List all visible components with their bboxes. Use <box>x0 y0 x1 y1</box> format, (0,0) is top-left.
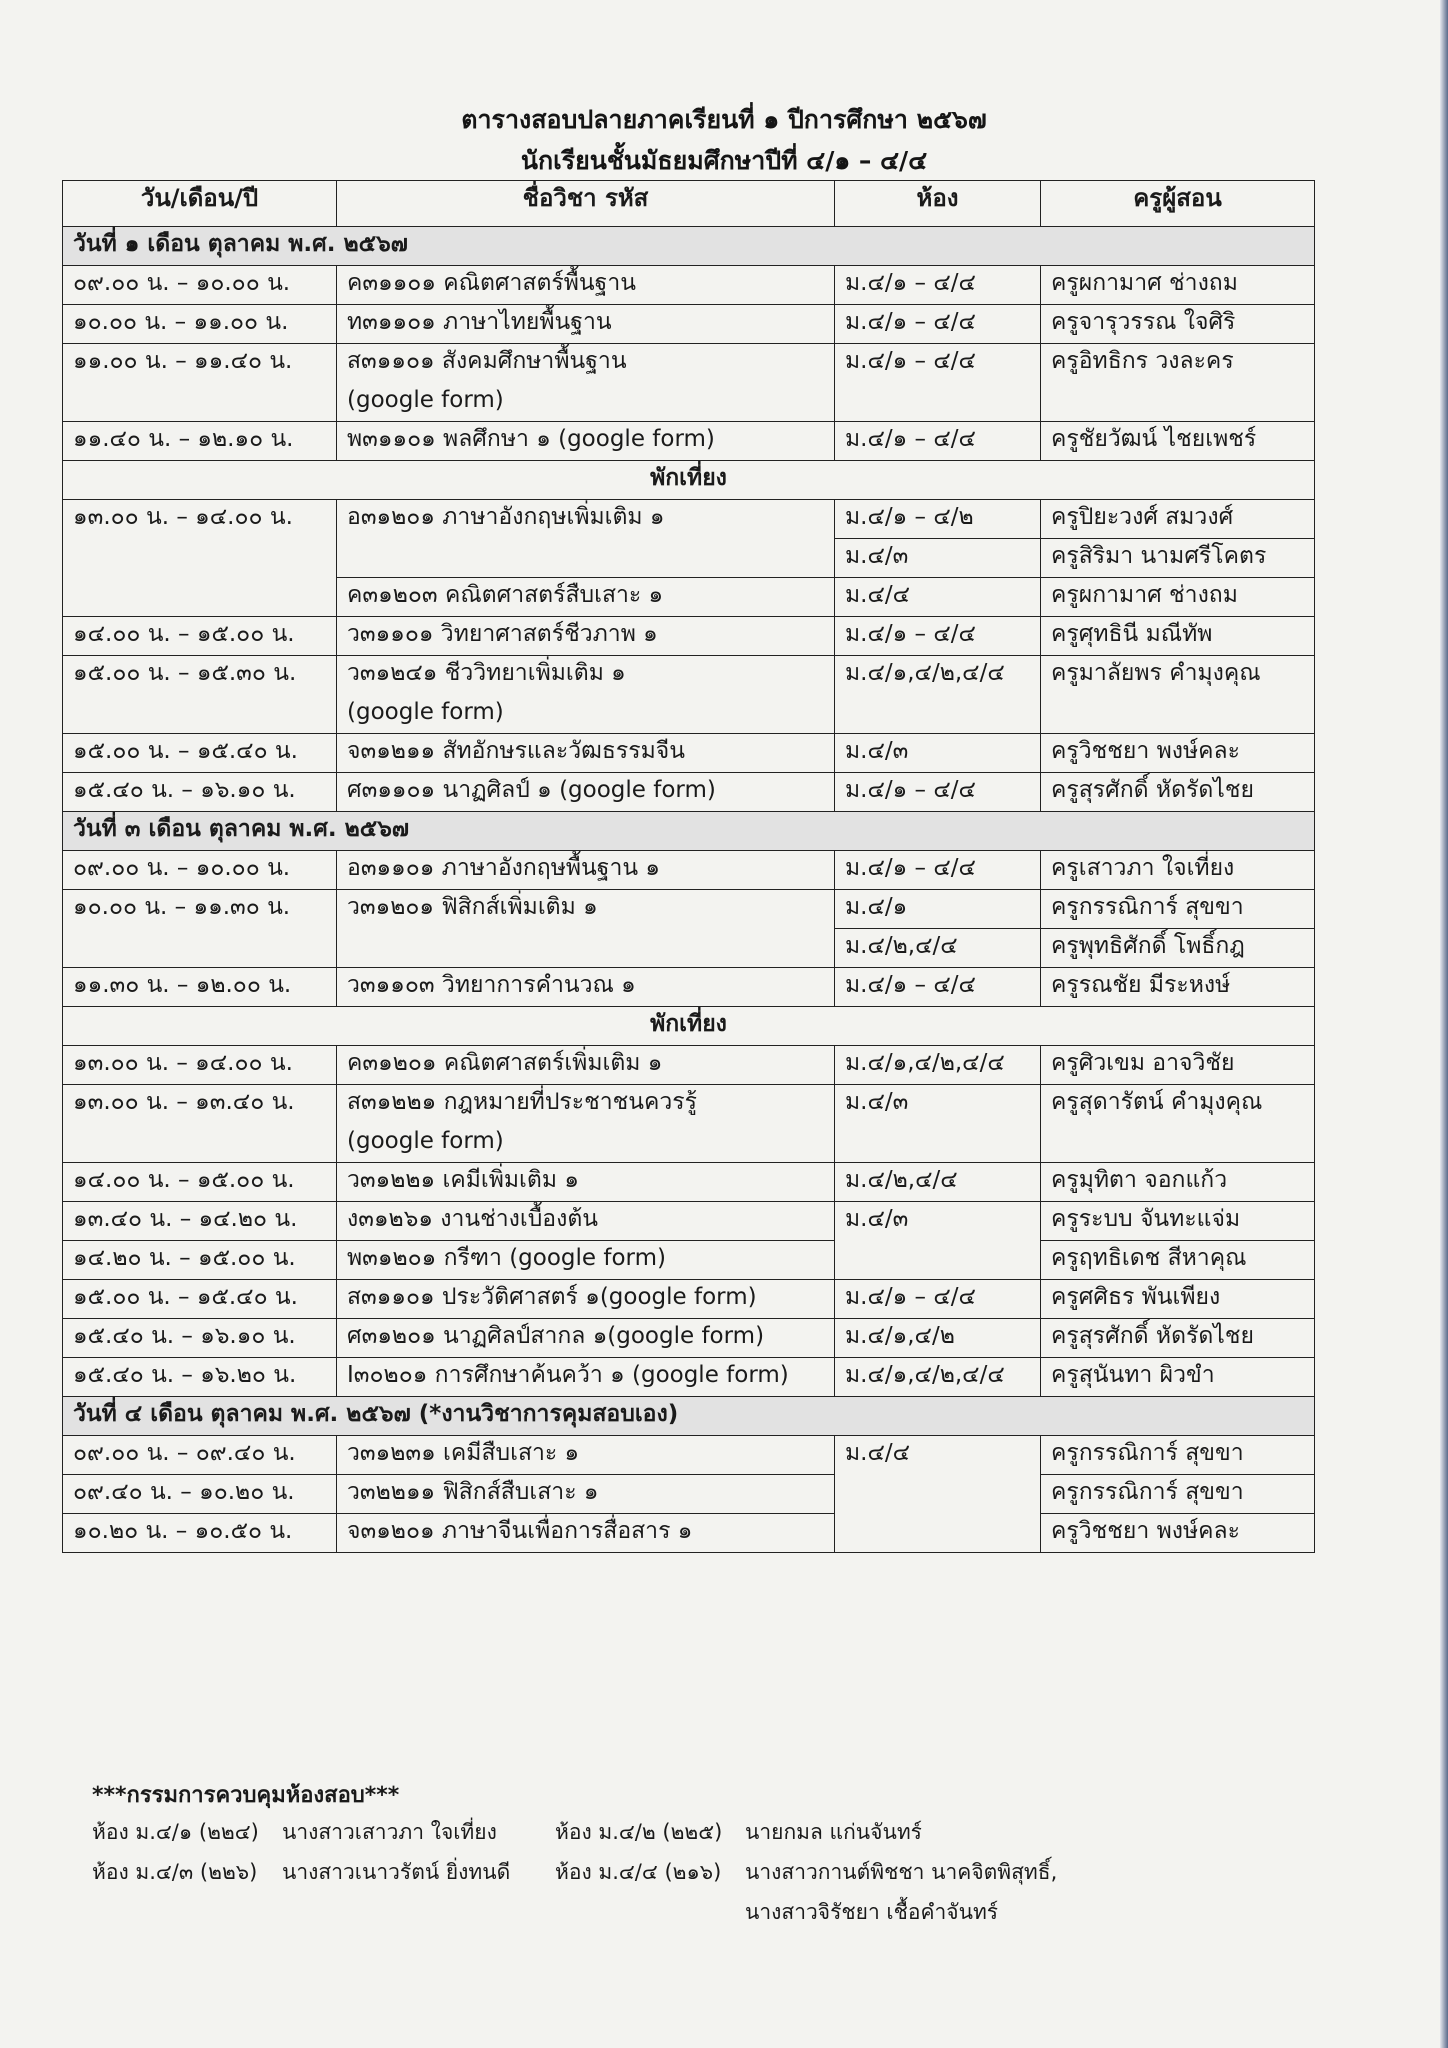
room-cell: ม.๔/๑ – ๔/๔ <box>835 422 1041 461</box>
room-cell: ม.๔/๑ – ๔/๔ <box>835 1280 1041 1319</box>
room-cell: ม.๔/๓ <box>835 539 1041 578</box>
time-cell: ๑๕.๐๐ น. – ๑๕.๔๐ น. <box>63 1280 337 1319</box>
header-teacher: ครูผู้สอน <box>1041 181 1315 227</box>
lunch-break-row: พักเที่ยง <box>63 461 1315 500</box>
teacher-cell: ครูสุดารัตน์ คำมุงคุณ <box>1041 1085 1315 1163</box>
subject-cell: ว๓๑๑๐๓ วิทยาการคำนวณ ๑ <box>337 968 835 1007</box>
proctor-entry <box>555 1858 1057 1886</box>
subject-cell: จ๓๑๒๐๑ ภาษาจีนเพื่อการสื่อสาร ๑ <box>337 1514 835 1553</box>
teacher-cell: ครูวิชชยา พงษ์คละ <box>1041 734 1315 773</box>
proctor-entry <box>92 1818 497 1846</box>
teacher-cell: ครูฤทธิเดช สีหาคุณ <box>1041 1241 1315 1280</box>
proctor-committee-heading: ***กรรมการควบคุมห้องสอบ*** <box>92 1783 400 1808</box>
subject-cell: ว๓๑๒๓๑ เคมีสืบเสาะ ๑ <box>337 1436 835 1475</box>
room-cell: ม.๔/๑ – ๔/๔ <box>835 266 1041 305</box>
table-row <box>63 1475 1315 1514</box>
time-cell: ๐๙.๐๐ น. – ๑๐.๐๐ น. <box>63 266 337 305</box>
subject-cell: I๓๐๒๐๑ การศึกษาค้นคว้า ๑ (google form) <box>337 1358 835 1397</box>
teacher-cell: ครูกรรณิการ์ สุขขา <box>1041 1436 1315 1475</box>
subject-cell: ค๓๑๑๐๑ คณิตศาสตร์พื้นฐาน <box>337 266 835 305</box>
room-cell: ม.๔/๒,๔/๔ <box>835 929 1041 968</box>
time-cell: ๐๙.๔๐ น. – ๑๐.๒๐ น. <box>63 1475 337 1514</box>
teacher-cell: ครูกรรณิการ์ สุขขา <box>1041 1475 1315 1514</box>
time-cell: ๑๓.๐๐ น. – ๑๔.๐๐ น. <box>63 1046 337 1085</box>
proctor-room: ห้อง ม.๔/๓ (๒๒๖) <box>92 1860 258 1884</box>
subject-cell: ค๓๑๒๐๓ คณิตศาสตร์สืบเสาะ ๑ <box>337 578 835 617</box>
lunch-break-row: พักเที่ยง <box>63 1007 1315 1046</box>
proctor-name: นายกมล แก่นจันทร์ <box>745 1820 922 1844</box>
subject-cell: ศ๓๑๑๐๑ นาฏศิลป์ ๑ (google form) <box>337 773 835 812</box>
teacher-cell: ครูกรรณิการ์ สุขขา <box>1041 890 1315 929</box>
table-row <box>63 1358 1315 1397</box>
teacher-cell: ครูอิทธิกร วงละคร <box>1041 344 1315 422</box>
time-cell: ๑๑.๓๐ น. – ๑๒.๐๐ น. <box>63 968 337 1007</box>
header-subject: ชื่อวิชา รหัส <box>337 181 835 227</box>
header-room: ห้อง <box>835 181 1041 227</box>
table-row <box>63 851 1315 890</box>
subject-cell: ว๓๑๒๒๑ เคมีเพิ่มเติม ๑ <box>337 1163 835 1202</box>
time-cell: ๑๐.๐๐ น. – ๑๑.๓๐ น. <box>63 890 337 968</box>
room-cell: ม.๔/๑ – ๔/๔ <box>835 344 1041 422</box>
subject-note: (google form) <box>337 1124 835 1163</box>
subject-cell: อ๓๑๑๐๑ ภาษาอังกฤษพื้นฐาน ๑ <box>337 851 835 890</box>
page-edge <box>1440 0 1448 2048</box>
room-cell: ม.๔/๑ – ๔/๒ <box>835 500 1041 539</box>
day-header: วันที่ ๔ เดือน ตุลาคม พ.ศ. ๒๕๖๗ (*งานวิชาการคุมสอบเอง) <box>63 1397 1315 1436</box>
time-cell: ๑๐.๐๐ น. – ๑๑.๐๐ น. <box>63 305 337 344</box>
teacher-cell: ครูพุทธิศักดิ์ โพธิ์กฎ <box>1041 929 1315 968</box>
table-row <box>63 266 1315 305</box>
room-cell: ม.๔/๑,๔/๒,๔/๔ <box>835 1358 1041 1397</box>
teacher-cell: ครูมาลัยพร คำมุงคุณ <box>1041 656 1315 734</box>
subject-cell: ศ๓๑๒๐๑ นาฏศิลป์สากล ๑(google form) <box>337 1319 835 1358</box>
room-cell: ม.๔/๑,๔/๒ <box>835 1319 1041 1358</box>
room-cell: ม.๔/๑ – ๔/๔ <box>835 851 1041 890</box>
subject-cell: ง๓๑๒๖๑ งานช่างเบื้องต้น <box>337 1202 835 1241</box>
room-cell: ม.๔/๑ – ๔/๔ <box>835 617 1041 656</box>
subject-cell: ว๓๒๒๑๑ ฟิสิกส์สืบเสาะ ๑ <box>337 1475 835 1514</box>
time-cell: ๐๙.๐๐ น. – ๑๐.๐๐ น. <box>63 851 337 890</box>
table-row <box>63 500 1315 539</box>
table-row <box>63 1085 1315 1124</box>
time-cell: ๑๓.๔๐ น. – ๑๔.๒๐ น. <box>63 1202 337 1241</box>
subject-note: (google form) <box>337 695 835 734</box>
table-row <box>63 1280 1315 1319</box>
table-row <box>63 617 1315 656</box>
table-row <box>63 773 1315 812</box>
time-cell: ๑๔.๒๐ น. – ๑๕.๐๐ น. <box>63 1241 337 1280</box>
teacher-cell: ครูสุรศักดิ์ หัดรัดไชย <box>1041 773 1315 812</box>
room-cell: ม.๔/๑ – ๔/๔ <box>835 968 1041 1007</box>
table-row <box>63 1319 1315 1358</box>
room-cell: ม.๔/๑ – ๔/๔ <box>835 773 1041 812</box>
teacher-cell: ครูมุทิตา จอกแก้ว <box>1041 1163 1315 1202</box>
time-cell: ๑๔.๐๐ น. – ๑๕.๐๐ น. <box>63 617 337 656</box>
room-cell: ม.๔/๓ <box>835 734 1041 773</box>
room-cell: ม.๔/๑ <box>835 890 1041 929</box>
time-cell: ๑๑.๔๐ น. – ๑๒.๑๐ น. <box>63 422 337 461</box>
subject-cell: ว๓๑๑๐๑ วิทยาศาสตร์ชีวภาพ ๑ <box>337 617 835 656</box>
teacher-cell: ครูศิวเขม อาจวิชัย <box>1041 1046 1315 1085</box>
teacher-cell: ครูวิชชยา พงษ์คละ <box>1041 1514 1315 1553</box>
subject-cell: จ๓๑๒๑๑ สัทอักษรและวัฒธรรมจีน <box>337 734 835 773</box>
room-cell: ม.๔/๓ <box>835 1085 1041 1163</box>
table-row <box>63 734 1315 773</box>
room-cell: ม.๔/๑,๔/๒,๔/๔ <box>835 656 1041 734</box>
time-cell: ๑๕.๐๐ น. – ๑๕.๓๐ น. <box>63 656 337 734</box>
room-cell: ม.๔/๔ <box>835 1436 1041 1553</box>
teacher-cell: ครูผกามาศ ช่างถม <box>1041 578 1315 617</box>
time-cell: ๐๙.๐๐ น. – ๐๙.๔๐ น. <box>63 1436 337 1475</box>
proctor-entry <box>92 1858 510 1886</box>
subject-cell: ส๓๑๑๐๑ ประวัติศาสตร์ ๑(google form) <box>337 1280 835 1319</box>
subject-cell: ว๓๑๒๔๑ ชีววิทยาเพิ่มเติม ๑ <box>337 656 835 695</box>
time-cell: ๑๔.๐๐ น. – ๑๕.๐๐ น. <box>63 1163 337 1202</box>
table-row <box>63 305 1315 344</box>
subject-cell: ส๓๑๑๐๑ สังคมศึกษาพื้นฐาน <box>337 344 835 383</box>
proctor-entry <box>745 1898 998 1926</box>
room-cell: ม.๔/๑,๔/๒,๔/๔ <box>835 1046 1041 1085</box>
time-cell: ๑๐.๒๐ น. – ๑๐.๕๐ น. <box>63 1514 337 1553</box>
table-row <box>63 1241 1315 1280</box>
proctor-name: นางสาวจิรัชยา เชื้อคำจันทร์ <box>745 1900 999 1924</box>
teacher-cell: ครูศุทธินี มณีทัพ <box>1041 617 1315 656</box>
subject-cell: ค๓๑๒๐๑ คณิตศาสตร์เพิ่มเติม ๑ <box>337 1046 835 1085</box>
table-row <box>63 1436 1315 1475</box>
page-subtitle: นักเรียนชั้นมัธยมศึกษาปีที่ ๔/๑ – ๔/๔ <box>520 146 928 175</box>
room-cell: ม.๔/๑ – ๔/๔ <box>835 305 1041 344</box>
proctor-room: ห้อง ม.๔/๒ (๒๒๕) <box>555 1820 723 1844</box>
teacher-cell: ครูปิยะวงศ์ สมวงศ์ <box>1041 500 1315 539</box>
teacher-cell: ครูเสาวภา ใจเที่ยง <box>1041 851 1315 890</box>
subject-cell: ส๓๑๒๒๑ กฎหมายที่ประชาชนควรรู้ <box>337 1085 835 1124</box>
time-cell: ๑๑.๐๐ น. – ๑๑.๔๐ น. <box>63 344 337 422</box>
teacher-cell: ครูจารุวรรณ ใจศิริ <box>1041 305 1315 344</box>
proctor-entry <box>555 1818 922 1846</box>
subject-cell: ท๓๑๑๐๑ ภาษาไทยพื้นฐาน <box>337 305 835 344</box>
subject-note: (google form) <box>337 383 835 422</box>
proctor-name: นางสาวเนาวรัตน์ ยิ่งทนดี <box>282 1860 511 1884</box>
table-row <box>63 968 1315 1007</box>
table-row <box>63 422 1315 461</box>
exam-schedule-table <box>62 180 1315 1553</box>
subject-cell: พ๓๑๒๐๑ กรีฑา (google form) <box>337 1241 835 1280</box>
time-cell: ๑๕.๔๐ น. – ๑๖.๑๐ น. <box>63 773 337 812</box>
time-cell: ๑๕.๔๐ น. – ๑๖.๑๐ น. <box>63 1319 337 1358</box>
table-header-row <box>63 181 1315 227</box>
teacher-cell: ครูรณชัย มีระหงษ์ <box>1041 968 1315 1007</box>
table-row <box>63 656 1315 695</box>
teacher-cell: ครูสิริมา นามศรีโคตร <box>1041 539 1315 578</box>
teacher-cell: ครูระบบ จันทะแจ่ม <box>1041 1202 1315 1241</box>
table-row <box>63 1514 1315 1553</box>
room-cell: ม.๔/๓ <box>835 1202 1041 1280</box>
teacher-cell: ครูสุรศักดิ์ หัดรัดไชย <box>1041 1319 1315 1358</box>
proctor-name: นางสาวเสาวภา ใจเที่ยง <box>282 1820 497 1844</box>
time-cell: ๑๕.๐๐ น. – ๑๕.๔๐ น. <box>63 734 337 773</box>
table-row <box>63 1163 1315 1202</box>
time-cell: ๑๓.๐๐ น. – ๑๔.๐๐ น. <box>63 500 337 617</box>
table-row <box>63 344 1315 383</box>
subject-cell: พ๓๑๑๐๑ พลศึกษา ๑ (google form) <box>337 422 835 461</box>
proctor-room: ห้อง ม.๔/๑ (๒๒๔) <box>92 1820 259 1844</box>
teacher-cell: ครูสุนันทา ผิวขำ <box>1041 1358 1315 1397</box>
teacher-cell: ครูศศิธร พันเพียง <box>1041 1280 1315 1319</box>
day-header: วันที่ ๑ เดือน ตุลาคม พ.ศ. ๒๕๖๗ <box>63 227 1315 266</box>
header-date: วัน/เดือน/ปี <box>63 181 337 227</box>
time-cell: ๑๓.๐๐ น. – ๑๓.๔๐ น. <box>63 1085 337 1163</box>
table-row <box>63 890 1315 929</box>
room-cell: ม.๔/๔ <box>835 578 1041 617</box>
table-row <box>63 1046 1315 1085</box>
room-cell: ม.๔/๒,๔/๔ <box>835 1163 1041 1202</box>
day-header: วันที่ ๓ เดือน ตุลาคม พ.ศ. ๒๕๖๗ <box>63 812 1315 851</box>
table-row <box>63 1202 1315 1241</box>
proctor-room: ห้อง ม.๔/๔ (๒๑๖) <box>555 1860 722 1884</box>
subject-cell: อ๓๑๒๐๑ ภาษาอังกฤษเพิ่มเติม ๑ <box>337 500 835 578</box>
proctor-name: นางสาวกานต์พิชชา นาคจิตพิสุทธิ์, <box>745 1860 1058 1884</box>
time-cell: ๑๕.๔๐ น. – ๑๖.๒๐ น. <box>63 1358 337 1397</box>
subject-cell: ว๓๑๒๐๑ ฟิสิกส์เพิ่มเติม ๑ <box>337 890 835 968</box>
teacher-cell: ครูผกามาศ ช่างถม <box>1041 266 1315 305</box>
page-title: ตารางสอบปลายภาคเรียนที่ ๑ ปีการศึกษา ๒๕๖๗ <box>461 105 987 134</box>
teacher-cell: ครูชัยวัฒน์ ไชยเพชร์ <box>1041 422 1315 461</box>
